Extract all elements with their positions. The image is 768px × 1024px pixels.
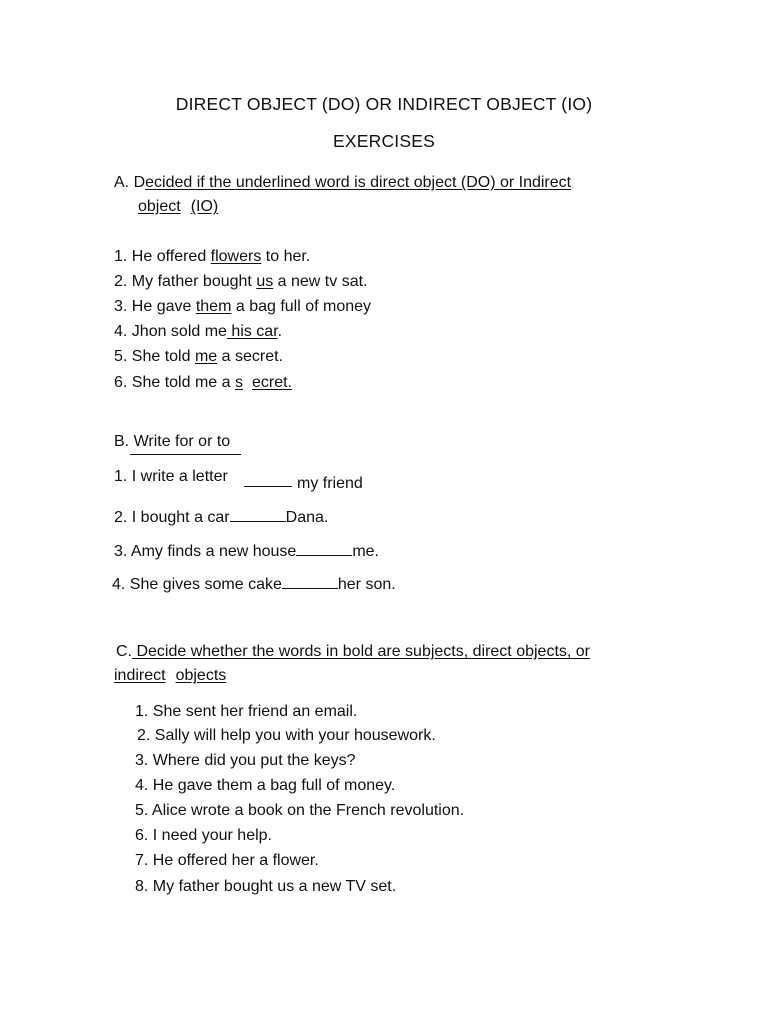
item-text: 5. She told [114, 348, 195, 365]
section-a-instruction-text: ecided if the underlined word is direct object (DO) or Indirect [145, 174, 572, 191]
item-text: Dana. [285, 509, 329, 526]
section-c-instruction-indirect: indirect [114, 667, 166, 684]
item-text: a secret. [217, 348, 283, 365]
section-c-instruction-line1 [116, 642, 590, 662]
section-c-item-2: 2. Sally will help you with your housework. [137, 727, 436, 744]
underlined-word: me [194, 348, 218, 365]
item-text: 4. Jhon sold me [114, 323, 227, 340]
underlined-word: them [195, 298, 232, 315]
section-c-item-8: 8. My father bought us a new TV set. [135, 878, 397, 895]
section-b-heading-rule [130, 454, 241, 455]
page-title: DIRECT OBJECT (DO) OR INDIRECT OBJECT (IO) [175, 94, 593, 114]
section-a-item-2 [114, 272, 367, 292]
section-a-item-1 [114, 247, 310, 267]
section-b-item-1-tail: my friend [297, 475, 363, 492]
section-a-item-5 [114, 347, 283, 367]
section-a-prefix: A. D [114, 174, 146, 191]
section-b-prefix: B. [114, 433, 134, 450]
section-a-instruction-io: (IO) [190, 198, 219, 215]
item-text: 6. She told me a [114, 374, 235, 391]
underlined-word: his car [226, 323, 278, 340]
section-c-instruction-objects: objects [175, 667, 227, 684]
section-a-item-6 [114, 373, 292, 393]
section-c-item-7: 7. He offered her a flower. [135, 852, 319, 869]
item-text: me. [352, 543, 379, 560]
section-b-item-1 [114, 467, 232, 487]
section-c-instruction-text: Decide whether the words in bold are subjects, direct objects, or [132, 643, 591, 660]
blank-4 [282, 574, 338, 589]
section-a-instruction-object: object [138, 198, 181, 215]
section-b-item-2 [114, 507, 328, 528]
section-b-item-3 [114, 541, 379, 562]
section-a-instruction-line2 [138, 197, 218, 217]
section-c-item-1: 1. She sent her friend an email. [135, 703, 358, 720]
page-subtitle: EXERCISES [333, 131, 435, 151]
section-a-instruction-line1 [114, 173, 571, 193]
item-text: 3. Amy finds a new house [114, 543, 297, 560]
underlined-word: ecret. [251, 374, 292, 391]
section-b-item-4 [112, 574, 396, 595]
item-text: 2. My father bought [114, 273, 257, 290]
item-text: her son. [337, 576, 396, 593]
section-a-item-3 [114, 297, 371, 317]
blank-1 [244, 470, 292, 487]
section-b-heading [114, 432, 230, 452]
underlined-word: us [256, 273, 274, 290]
underlined-word: flowers [210, 248, 262, 265]
item-text: a bag full of money [231, 298, 372, 315]
section-c-instruction-line2 [114, 666, 226, 686]
underlined-word: s [234, 374, 243, 391]
item-text: 3. He gave [114, 298, 196, 315]
section-b-heading-text: Write for or to [133, 433, 231, 450]
item-text: 1. I write a letter [114, 468, 233, 485]
item-text: . [277, 323, 283, 340]
section-c-item-6: 6. I need your help. [135, 827, 272, 844]
item-text: 1. He offered [114, 248, 211, 265]
blank-2 [230, 507, 286, 522]
item-text: to her. [261, 248, 311, 265]
section-a-item-4 [114, 322, 282, 342]
item-text: 2. I bought a car [114, 509, 230, 526]
section-c-prefix: C. [116, 643, 132, 660]
item-text: a new tv sat. [273, 273, 368, 290]
section-c-item-4: 4. He gave them a bag full of money. [135, 777, 396, 794]
item-text: 4. She gives some cake [112, 576, 282, 593]
section-c-item-3: 3. Where did you put the keys? [135, 752, 356, 769]
blank-3 [296, 541, 352, 556]
section-c-item-5: 5. Alice wrote a book on the French revolution. [135, 802, 465, 819]
